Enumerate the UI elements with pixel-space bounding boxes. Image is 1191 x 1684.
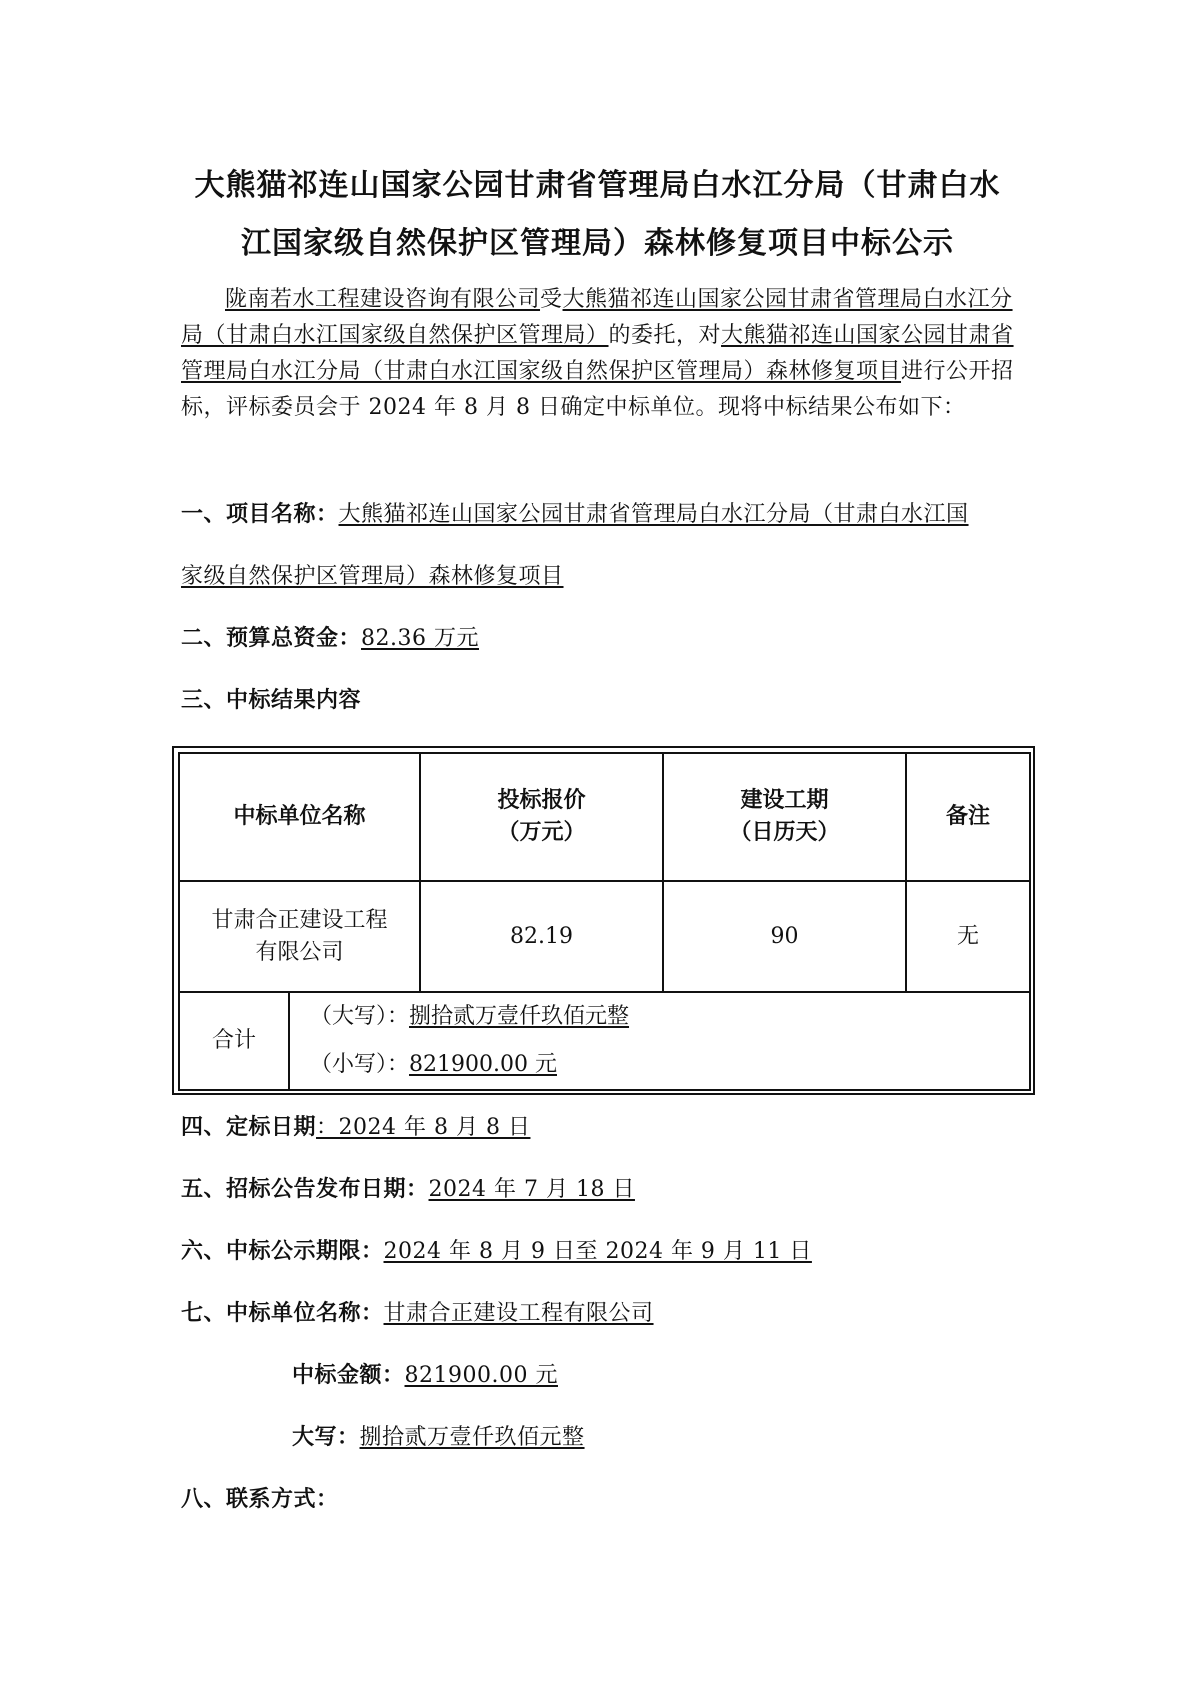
header-winner-name: 中标单位名称 (179, 753, 420, 881)
cell-total-label: 合计 (179, 992, 289, 1090)
cell-winner-name-line-2: 有限公司 (255, 939, 344, 965)
section-1 (181, 497, 969, 528)
winning-amount-label: 中标金额： (292, 1363, 405, 1388)
cell-bid-price: 82.19 (420, 881, 663, 992)
header-period (663, 753, 906, 881)
winning-amount-upper-value: 捌拾贰万壹仟玖佰元整 (359, 1425, 585, 1450)
intro-text-3: 进行公开招标，评标委员会于 2024 年 8 月 8 日确定中标单位。现将中标结果公布如下： (181, 359, 1014, 420)
winning-amount-upper-label: 大写： (292, 1425, 360, 1450)
total-upper (310, 993, 1023, 1041)
winning-amount-value: 821900.00 元 (404, 1363, 558, 1388)
header-bid-price-line-2: （万元） (497, 820, 586, 845)
header-bid-price (420, 753, 663, 881)
section-7-label: 七、中标单位名称： (181, 1301, 384, 1326)
cell-total-amount (289, 992, 1030, 1090)
cell-remark: 无 (906, 881, 1030, 992)
table-row (179, 881, 1030, 992)
section-1-value-line-2: 家级自然保护区管理局）森林修复项目 (181, 564, 564, 589)
header-period-line-1: 建设工期 (740, 788, 829, 813)
agency-name: 陇南若水工程建设咨询有限公司 (225, 287, 541, 312)
cell-winner-name (179, 881, 420, 992)
section-2 (181, 621, 479, 652)
project-name: 大熊猫祁连山国家公园甘肃省管理局白水江分局（甘肃白水江国家级自然保护区管理局）森林修复项目 (181, 323, 1014, 384)
section-1-continued (181, 559, 564, 590)
section-3 (181, 683, 361, 714)
section-5-label: 五、招标公告发布日期： (181, 1177, 429, 1202)
winning-amount (292, 1358, 558, 1389)
table-total-row (179, 992, 1030, 1090)
intro-text-1: 受 (540, 287, 563, 312)
section-4-label: 四、定标日期 (181, 1115, 317, 1140)
page-title-line-2: 江国家级自然保护区管理局）森林修复项目中标公示 (241, 226, 954, 261)
header-bid-price-line-1: 投标报价 (497, 788, 586, 813)
result-table-frame (172, 746, 1035, 1095)
section-1-label: 一、项目名称： (181, 502, 339, 527)
publicity-period: 2024 年 8 月 9 日至 2024 年 9 月 11 日 (383, 1239, 812, 1264)
total-upper-prefix: （大写）： (310, 1004, 410, 1029)
section-4 (181, 1110, 530, 1141)
header-period-line-2: （日历天） (729, 820, 840, 845)
winner-name: 甘肃合正建设工程有限公司 (383, 1301, 654, 1326)
notice-date: 2024 年 7 月 18 日 (428, 1177, 635, 1202)
intro-text-2: 的委托，对 (608, 323, 722, 348)
header-remark: 备注 (906, 753, 1030, 881)
section-2-label: 二、预算总资金： (181, 626, 362, 651)
page-title-line-1: 大熊猫祁连山国家公园甘肃省管理局白水江分局（甘肃白水 (194, 168, 1001, 203)
winning-amount-upper (292, 1420, 585, 1451)
section-6-label: 六、中标公示期限： (181, 1239, 384, 1264)
table-header-row (179, 753, 1030, 881)
section-8-label: 八、联系方式： (181, 1487, 339, 1512)
total-lower-prefix: （小写）： (310, 1052, 410, 1077)
cell-period: 90 (663, 881, 906, 992)
section-3-label: 三、中标结果内容 (181, 688, 362, 713)
client-name: 大熊猫祁连山国家公园甘肃省管理局白水江分局（甘肃白水江国家级自然保护区管理局） (181, 287, 1013, 348)
result-table (178, 752, 1031, 1091)
intro-paragraph (181, 282, 1021, 426)
section-5 (181, 1172, 635, 1203)
budget-value: 82.36 万元 (361, 626, 479, 651)
section-1-value-line-1: 大熊猫祁连山国家公园甘肃省管理局白水江分局（甘肃白水江国 (338, 502, 969, 527)
cell-winner-name-line-1: 甘肃合正建设工程 (211, 907, 388, 933)
total-lower-value: 821900.00 元 (409, 1052, 557, 1077)
award-date: ：2024 年 8 月 8 日 (316, 1115, 531, 1140)
total-lower (310, 1041, 1023, 1089)
total-upper-value: 捌拾贰万壹仟玖佰元整 (409, 1004, 630, 1029)
section-7 (181, 1296, 654, 1327)
section-6 (181, 1234, 812, 1265)
section-8 (181, 1482, 339, 1513)
